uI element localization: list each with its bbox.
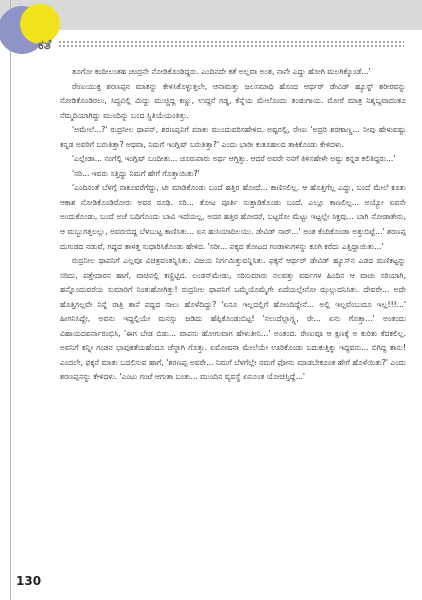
paragraph: ರುದ್ರನೀಲ ಥಾಪನಿಗೆ ಎಲ್ಲವೂ ವಿಚಿತ್ರವಂತನ್ನಿಸಿತು. ವಿಜಯ ನಿರ್ಗಮಿತ್ತುವನ್ನಿಸಿತು. ಫಕ್ಕನೆ ಆರ್ಥರ್ ಡೇವಿಡ್ ಹ್ಯೂಸ್‌ನ ಎಡದ ಮಣಿಕಟ್ಟನ್ನು ಸರಿದು, ಪತ್ತೇದಾರನ ಹಾಗೆ, ವಾಚಿನಲ್ಲಿ ಕಣ್ಣಿಟ್ಟಿದ. ಲಂಡನ್‌ಮೇಡು, ಸರಿಸುಮಾರು ನಲವತ್ತು ವರ್ಷಗಳ ಹಿಂದಿನ ಆ ವಾಚು ಸರಿಯಾಗಿ, ಹನ್ನೊಂದುವರೆಯ ಸುಮಾರಿಗೆ ನಿಂತುಹೋಗಿತ್ತು! ರುದ್ರನೀಲ ಥಾಪನಿಗೆ ಒಮ್ಮೆಯೊಮ್ಮೆಗೇ ಏದೆಯಲ್ಲೇನೋ ಝಲ್ಲುದನಿಸಿತು. ದೇವರೇ... ಅದೇ ಹೊತ್ತಿಗಲ್ಲವೇ ನಿನ್ನೆ ರಾತ್ರಿ ತಾನೆ ಪದ್ದದ ಸಾಲು ಹೊಳೆದಿದ್ದು? 'ಏನೂ ಇಲ್ಲದಲ್ಲಿಗೆ ಹೋಂದಿದ್ದೇನೆ... ಅಲ್ಲಿ ಇಲ್ಲವೆಂಬುದೂ ಇಲ್ಲ!!!...' ಹೀಗನಿಸಿದ್ದೇ, ಅವನು ಇದ್ದಲ್ಲಿಯೇ ಮನಸ್ಸು ಜಡಿದು ಹೆಪ್ಪಿಕೊಂಡುಬಿಟ್ಟ! 'ನಲುದೆಲ್ಲಾಗ್ಲ್ಲ, ರೇ... ಏನು ಗೊತ್ತಾ...' ಅಂತಂದು ವಿಹಾಯದವರ್ನಾರಂಭಿಸಿ, 'ಈಗ ಬೇಡ ಬಿಡು... ವಾಪಸು ಹೋಗುವಾಗ ಹೇಳುತೀನಿ...' ಅಂತಂದ. ರೇಣುವೂ ಆ ಕ್ಷಣಕ್ಕೆ ಅ ಕುರಿತು ಕೆದಕಲಿಲ್ಲ. ಅವನಿಗೆ ತನ್ನೀ ಗಂಡನ ಭಾವುಕತೆಯಹೆಂದೂ ಚೆನ್ನಾಗಿ ಗೊತ್ತು. ಏಮೋಷನಾ ಮೇಲೆಯೇ ಊರಿಕೊಂಡು ಬದುಕುತ್ತಿಕ್ಕು ಇದ್ದವನು... ಬಿಗಿದ್ದ ತಾನು! ಎಂದಲೇ, ಫಕ್ಕನೆ ಮಾತು ಬದಲಿಸುವ ಹಾಗೆ, 'ಶರಣಪ್ಪ ಅವರೇ... ನಿಮಗೆ ಬೆಳಗೆಲ್ಲೇ ನಮಗೆ ಫೋನು ಮಾಡಬೇಕೂಂತ ಹೇಗೆ ಹೊಳೆಯಿತು?' ಎಂದು ಶರಣಪ್ಪನನ್ನು ಕೇಳಿದಳು. 'ಎಂಟು ಗಂಟೆ ಆಗುತಾ ಬಂತು... ಮುಂದಿನ ವ್ಯವಸ್ಥೆ ಏನೂಂತ ಯೋಚಿಸ್ತಿದ್ದೆ...' [60,256,406,382]
paragraph: 'ಎಂದಿನಂತೆ ಬೆಳಗ್ಗೆ ನಾಕೂವರೆಗೆದ್ದು, ಟೀ ಮಾಡಿಕೊಂಡು ಬಂದೆ ಹತ್ತಿರ ಹೋದೆ... ಕಾಣಿಸಲಿಲ್ಲ. ಆ ಹೊತ್ತಿಗೆಲ್ಲ ಎದ್ದು, ಬಂದೆ ಮೇಲೆ ಕೂತು ಆಕಾಶ ನೋಡಿಕೊಂಡಿರೋರು ಅವರ ರೂಢಿ. ಸರಿ... ತೋಟ ಪೂರ್ತಿ ಸುತ್ತಾಡಿಕೊಂಡು ಬಂದೆ. ಎಲ್ಲೂ ಕಾಣಲಿಲ್ಲ... ಅಯ್ಯೋ ಏವನೇ ಅಂದುಕೊಂಡು, ಬಂದೆ ಅಚೆ ಬದಿಗೊಂದು ಬಾವಿ ಇದೆಯಲ್ಲ, ಅದರ ಹತ್ತಿರ ಹೋದರೆ, ಬಟ್ಟರೋ ಮೆಟ್ಟು ಇಟ್ಟಲ್ಲೇ ಸಿಕ್ತವು... ಬಾಗಿ ನೋಡಾತೇನು, ಆ ಮಬ್ಬುಗತ್ತಲಲ್ಲು, ಅವರುಬಿದ್ದ ಬೆಳಬುಟ್ಟ ಕಾಣಿಸಿತು... ಏನ ಹುಸಿಯಾದಿಲಯು. ಡೇವಿಡ್ ಸಾರ್...' ಅಂತ ಕೆಂದಿಕೊಂಡಾ ಅತ್ತುಬಿಟ್ಟೆ...' ಶರಣಪ್ಪ ದುಗುಡದ ನಡುವೆ, ಗದ್ದದ ತಾಳತ್ತ ಸುಧಾರಿಸಿಕೊಂಡು ಹೇಳಿದ. 'ಸರೀ... ಪಕ್ಕದ ತೋಟದ ಗಂಡಾಳುಗಳನ್ನು ಕೂಗಿ ಕರೆದು ಎತ್ತಿದ್ದಾಯಿತು...' [60,183,406,251]
paragraph: 'ಎಲ್ಲೇಡಾ... ನಂಗೆಲ್ಲಿ ಇಂಗ್ಲಿಷ್ ಬಂದೀತು... ಚೂರುಪಾರು ಅರ್ಥ ಆಗ್ತಿತ್ತು. ಆದರೆ ಅವರೇ ನನಗೆ ತಿಳಿಸಹೇಳೇ ಅಷ್ಟು ಕನ್ನಡ ಕಲಿತಿದ್ದರು...' [72,154,396,164]
header-band [0,0,422,30]
section-title: ಕತೆ [38,38,52,53]
page-number: 130 [16,574,42,588]
margin-rule [10,0,11,600]
paragraph: 'ಸರಿ... ಇವರು ಸತ್ತಿದ್ದು ನಿಮಗೆ ಹೇಗೆ ಗೊತ್ತಾಯಿತು?' [72,168,200,178]
paragraph: ತೂಗೋ ಕಂದೀಲಂತಹ ಚಂದ್ರನೇ ನೋಡಿಕೊಂಡಿದ್ದರು. ಎಂದಿನದೇ ಕತೆ ಅಲ್ಲವಾ ಅಂತ, ನಾನೇ ಎದ್ದು ಹೋಗಿ ಮಲಗಿಕ್ಕೊಂಡೆ...' [72,67,371,76]
story-body [60,65,406,385]
dotted-divider [58,40,404,48]
paragraph: 'ಅಮೇಲೆ...?' ರುದ್ರನೀಲ ಥಾಪನ್, ಶರಣಪ್ಪನಿಗೆ ಮಾತು ಮುಂದುವರಿಸಹೇಳಿದ. ಅಷ್ಟರಲ್ಲಿ, ರೇಣು 'ಅದ್ರರಿ ಶರಣಾಣ್ಣ... ನೀವು ಹೇಳುವಷ್ಟು ಕನ್ನಡ ಅವರಿಗೆ ಬರುತಿತ್ತಾ? ಅಥವಾ, ನಿಮಗೆ ಇಂಗ್ಲಿಷ್ ಬರುತಿತ್ತಾ?' ಎಂದು ಭಾರೀ ಕುತೂಹಲದ ತಾಕಿಕೊಂಡು ಕೇಳಿದಳು. [60,125,406,149]
paragraph: ರೇಣುಯುಕ್ತ ಶರಣಪ್ಪನ ಮಾತನ್ನು ಕೇಳಿಸಿಕೊಳ್ಳುತ್ತಲೇ, ಆನಾಮತ್ತು ಜಲಸಮಾಧಿ ಹೊಂದ ಆರ್ಥರ್ ಡೇವಿಡ್ ಹ್ಯೂಸ್ಟ್ ಶರೀರವನ್ನು ನೋಡಿಕೊಂಡಿರಲು, ಸಿದ್ಧವಿಲ್ಲಿ ಮಿದ್ದು ಮುಚ್ಚಿದ್ದ ಕಣ್ಣು, ಉದ್ದನೆ ಗಡ್ಡ, ಕೆನ್ನೆಯ ಮೇಲೊಂದು ತಂಡುಗಾಯ. ಮೋರೆ ಮಾತ್ರ ನಿಶ್ಶಬ್ದವಾದಂತೂ ನೆಮ್ಮದಿಯಾಗಿದ್ದು ಮುಂದಿನ್ನು ಬಂದ ಸ್ಥಿತಿಯೆಯಂತಿತ್ತು. [60,81,406,120]
corner-circle-art [0,0,62,62]
